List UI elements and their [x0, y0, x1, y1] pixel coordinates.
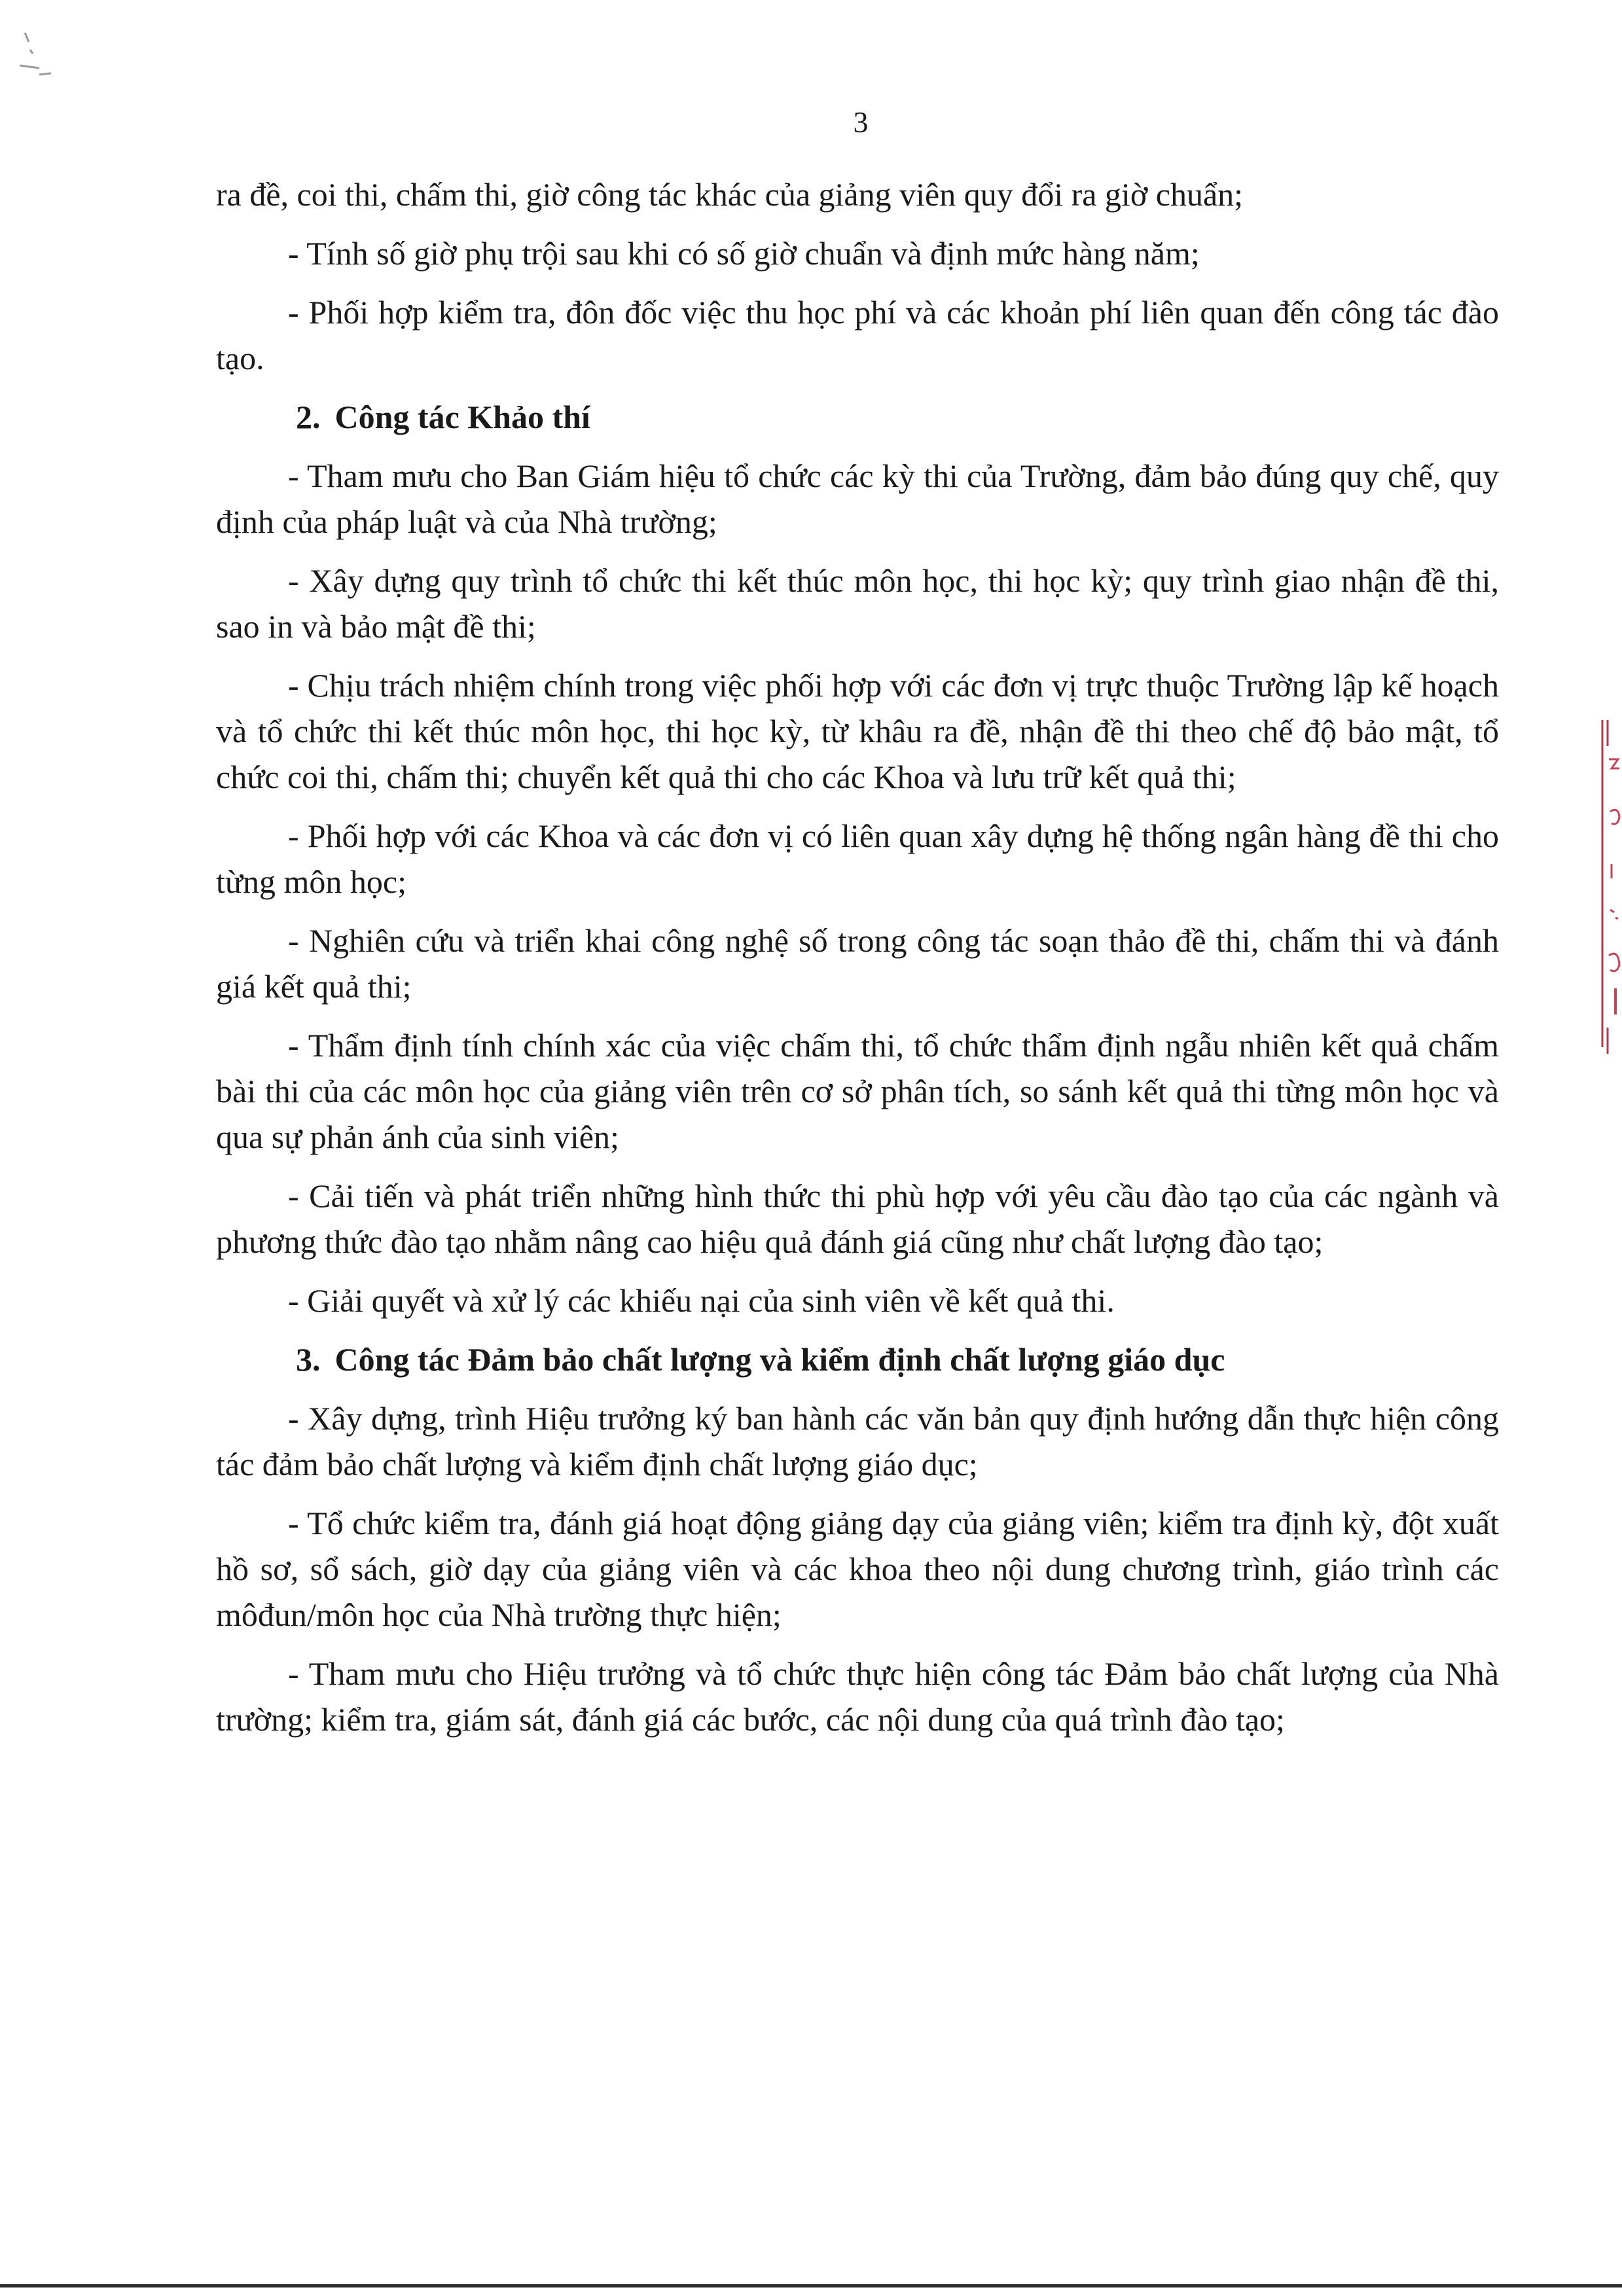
section-number: 3.	[296, 1341, 321, 1378]
list-item: - Chịu trách nhiệm chính trong việc phối hợp với các đơn vị trực thuộc Trường lập kế hoạch và tổ chức thi kết thúc môn học, thi học kỳ, từ khâu ra đề, nhận đề thi theo chế độ bảo mật, tổ chức coi thi, chấm thi; chuyển kết quả thi cho các Khoa và lưu trữ kết quả thi;	[216, 667, 1499, 795]
list-item: - Thẩm định tính chính xác của việc chấm thi, tổ chức thẩm định ngẫu nhiên kết quả chấm bài thi của các môn học của giảng viên trên cơ sở phân tích, so sánh kết quả thi từng môn học và qua sự phản ánh của sinh viên;	[216, 1027, 1499, 1155]
list-item: - Tính số giờ phụ trội sau khi có số giờ chuẩn và định mức hàng năm;	[288, 235, 1200, 272]
list-item: - Cải tiến và phát triển những hình thức thi phù hợp với yêu cầu đào tạo của các ngành và phương thức đào tạo nhằm nâng cao hiệu quả đánh giá cũng như chất lượng đào tạo;	[216, 1177, 1499, 1260]
section-heading	[216, 1336, 1499, 1382]
scan-bottom-edge	[0, 2284, 1622, 2287]
section-title: Công tác Khảo thí	[334, 399, 590, 435]
page-number: 3	[853, 105, 869, 139]
document-body	[216, 171, 1499, 1755]
scan-corner-mark	[13, 26, 59, 98]
section-heading	[216, 394, 1499, 440]
continued-paragraph: ra đề, coi thi, chấm thi, giờ công tác khác của giảng viên quy đổi ra giờ chuẩn;	[216, 176, 1244, 213]
list-item: - Xây dựng, trình Hiệu trưởng ký ban hành các văn bản quy định hướng dẫn thực hiện công tác đảm bảo chất lượng và kiểm định chất lượng giáo dục;	[216, 1400, 1499, 1482]
list-item: - Giải quyết và xử lý các khiếu nại của sinh viên về kết quả thi.	[288, 1282, 1115, 1319]
stamp-fragment	[1596, 713, 1622, 1067]
list-item: - Phối hợp kiểm tra, đôn đốc việc thu học phí và các khoản phí liên quan đến công tác đào tạo.	[216, 294, 1499, 376]
list-item: - Tham mưu cho Ban Giám hiệu tổ chức các kỳ thi của Trường, đảm bảo đúng quy chế, quy định của pháp luật và của Nhà trường;	[216, 457, 1499, 540]
section-title: Công tác Đảm bảo chất lượng và kiểm định chất lượng giáo dục	[334, 1341, 1225, 1378]
list-item: - Phối hợp với các Khoa và các đơn vị có liên quan xây dựng hệ thống ngân hàng đề thi cho từng môn học;	[216, 817, 1499, 900]
list-item: - Tổ chức kiểm tra, đánh giá hoạt động giảng dạy của giảng viên; kiểm tra định kỳ, đột xuất hồ sơ, sổ sách, giờ dạy của giảng viên và các khoa theo nội dung chương trình, giáo trình các môđun/môn học của Nhà trường thực hiện;	[216, 1505, 1499, 1633]
list-item: - Xây dựng quy trình tổ chức thi kết thúc môn học, thi học kỳ; quy trình giao nhận đề thi, sao in và bảo mật đề thi;	[216, 562, 1499, 645]
list-item: - Tham mưu cho Hiệu trưởng và tổ chức thực hiện công tác Đảm bảo chất lượng của Nhà trường; kiểm tra, giám sát, đánh giá các bước, các nội dung của quá trình đào tạo;	[216, 1655, 1499, 1738]
section-number: 2.	[296, 399, 321, 435]
list-item: - Nghiên cứu và triển khai công nghệ số trong công tác soạn thảo đề thi, chấm thi và đánh giá kết quả thi;	[216, 922, 1499, 1005]
